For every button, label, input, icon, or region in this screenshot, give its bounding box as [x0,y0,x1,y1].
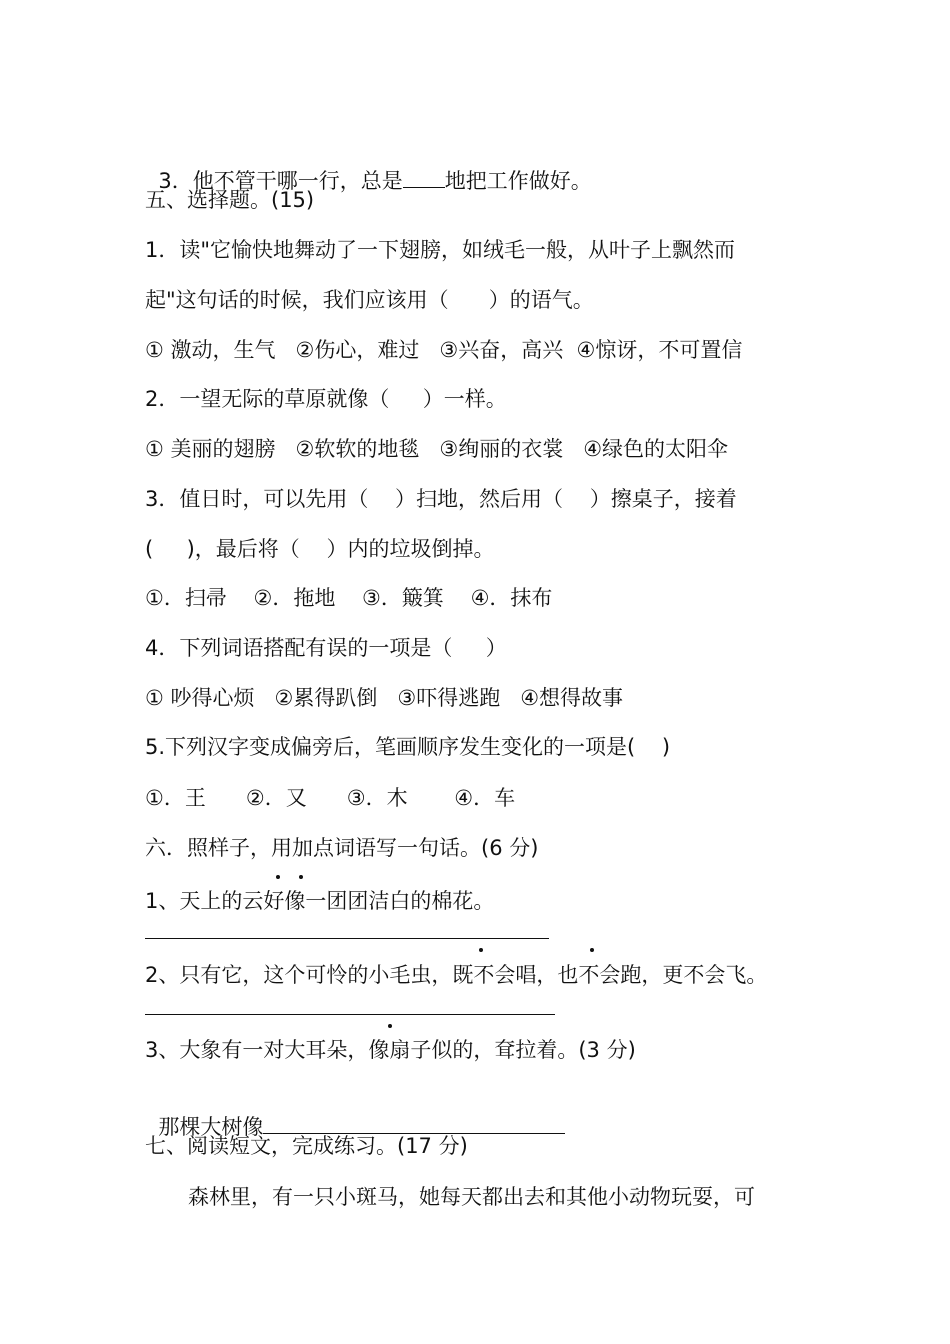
s5-question-4-options: ① 吵得心烦 ②累得趴倒 ③吓得逃跑 ④想得故事 [145,686,624,710]
s6-answer-line-2[interactable] [145,1014,555,1015]
answer-blank[interactable] [403,169,445,188]
s6-question-2: 2、只有它，这个可怜的小毛虫，既不会唱，也不会跑，更不会飞。 [145,963,768,987]
s5-question-1-a: 1．读"它愉快地舞动了一下翅膀，如绒毛一般，从叶子上飘然而 [145,238,736,262]
s5-question-3-a: 3．值日时，可以先用（ ）扫地，然后用（ ）擦桌子，接着 [145,487,737,511]
emphasis-dot [299,875,303,879]
section-5-heading: 五、选择题。(15) [145,188,315,212]
emphasis-dot [590,948,594,952]
q4-3-text-b: 地把工作做好。 [444,169,592,193]
s5-question-5-options: ①．王 ②．又 ③．木 ④．车 [145,786,516,810]
emphasis-dot [388,1024,392,1028]
section-6-heading: 六．照样子，用加点词语写一句话。(6 分) [145,836,539,860]
reading-passage-line: 森林里，有一只小斑马，她每天都出去和其他小动物玩耍，可 [188,1185,755,1209]
s5-question-1-b: 起"这句话的时候，我们应该用（ ）的语气。 [145,288,594,312]
s5-question-1-options: ① 激动，生气 ②伤心，难过 ③兴奋，高兴 ④惊讶，不可置信 [145,338,743,362]
s5-question-4: 4．下列词语搭配有误的一项是（ ） [145,636,507,660]
s6-question-3: 3、大象有一对大耳朵，像扇子似的，耷拉着。(3 分) [145,1038,636,1062]
s5-question-3-options: ①．扫帚 ②．拖地 ③．簸箕 ④．抹布 [145,586,553,610]
emphasis-dot [276,875,280,879]
q4-3-text-a: 3．他不管干哪一行，总是 [158,169,403,193]
s5-question-2-options: ① 美丽的翅膀 ②软软的地毯 ③绚丽的衣裳 ④绿色的太阳伞 [145,437,729,461]
s5-question-2: 2．一望无际的草原就像（ ）一样。 [145,387,507,411]
s5-question-3-b: ( )，最后将（ ）内的垃圾倒掉。 [145,537,495,561]
section-7-heading: 七、阅读短文，完成练习。(17 分) [145,1134,468,1158]
emphasis-dot [479,948,483,952]
s6-question-1: 1、天上的云好像一团团洁白的棉花。 [145,889,495,913]
s5-question-5: 5.下列汉字变成偏旁后，笔画顺序发生变化的一项是( ) [145,735,671,759]
fill-prefix: 那棵大树像 [158,1115,264,1139]
s6-answer-line-1[interactable] [145,938,549,939]
